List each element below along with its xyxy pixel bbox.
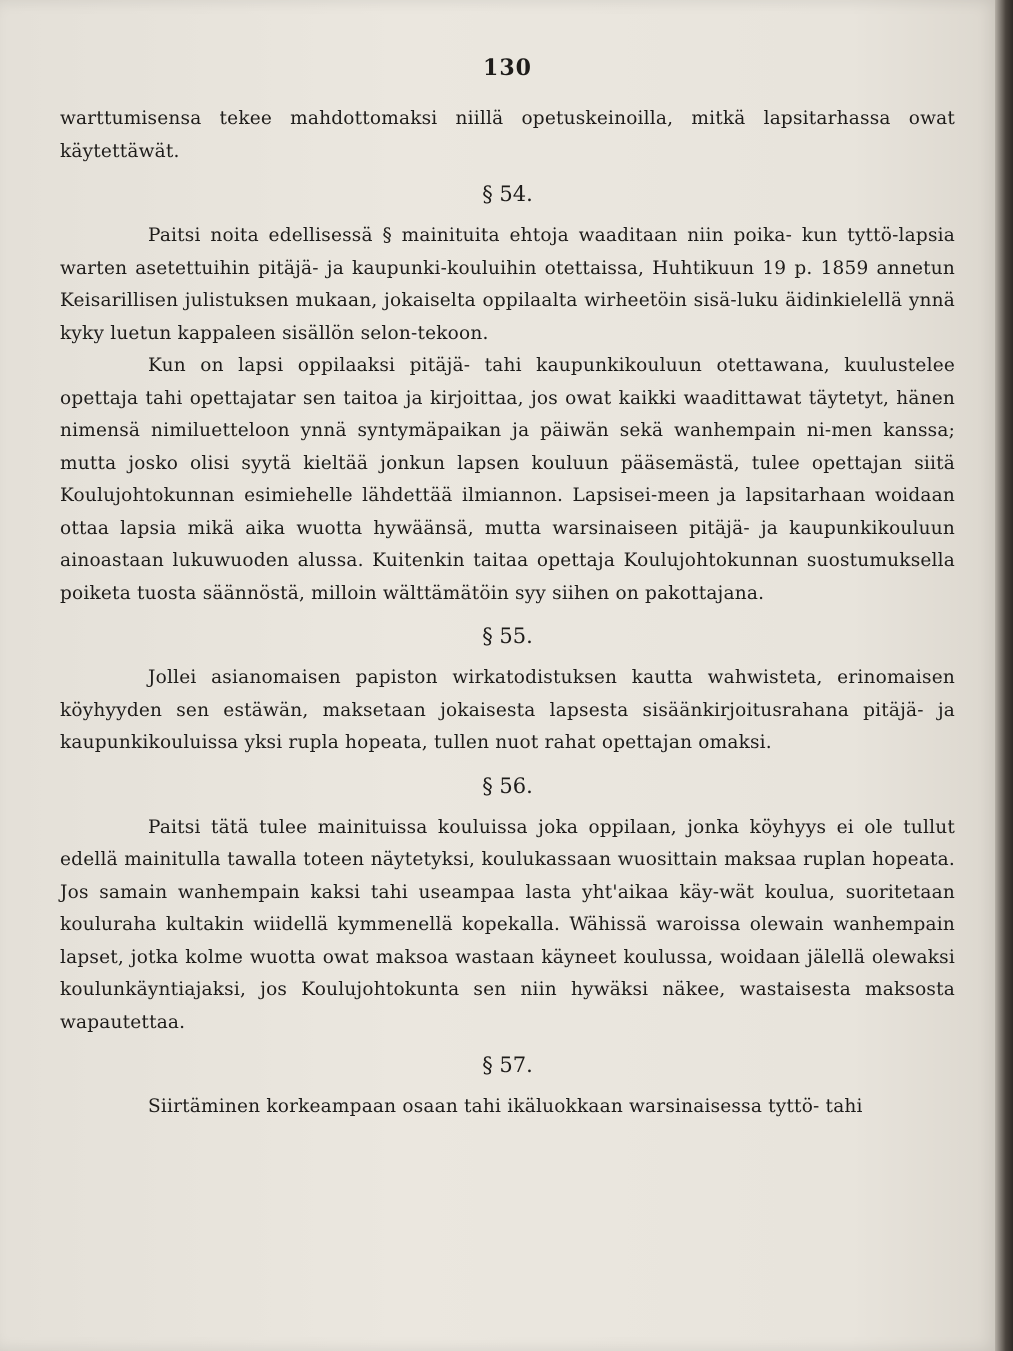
section-heading-57: § 57. [482, 1053, 533, 1077]
page-content [60, 55, 955, 1124]
paragraph-55: Jollei asianomaisen papiston wirkatodistuksen kautta wahwisteta, erinomaisen köyhyyden sen estäwän, maksetaan jokaisesta lapsesta sisäänkirjoitusrahana pitäjä- ja kaupunkikouluissa yksi rupla hopeata, tullen nuot rahat opettajan omaksi. [60, 667, 955, 753]
paragraph-54-b: Kun on lapsi oppilaaksi pitäjä- tahi kaupunkikouluun otettawana, kuulustelee opettaja tahi opettajatar sen taitoa ja kirjoittaa, jos owat kaikki waadittawat täytetyt, hänen nimensä nimiluetteloon ynnä syntymäpaikan ja päiwän sekä wanhempain ni-men kanssa; mutta josko olisi syytä kieltää jonkun lapsen kouluun pääsemästä, tulee opettajan siitä Koulujohtokunnan esimiehelle lähdettää ilmiannon. Lapsisei-meen ja lapsitarhaan woidaan ottaa lapsia mikä aika wuotta hywäänsä, mutta warsinaiseen pitäjä- ja kaupunkikouluun ainoastaan lukuwuoden alussa. Kuitenkin taitaa opettaja Koulujohtokunnan suostumuksella poiketa tuosta säännöstä, milloin wälttämätöin syy siihen on pakottajana. [60, 355, 955, 604]
paragraph-57: Siirtäminen korkeampaan osaan tahi ikäluokkaan warsinaisessa tyttö- tahi [148, 1096, 863, 1117]
section-heading-56: § 56. [482, 773, 533, 798]
paragraph-continuation: warttumisensa tekee mahdottomaksi niillä opetuskeinoilla, mitkä lapsitarhassa owat käytettäwät. [60, 108, 955, 162]
section-heading-55: § 55. [482, 624, 533, 648]
page-number: 130 [483, 55, 532, 81]
paragraph-54-a: Paitsi noita edellisessä § mainituita ehtoja waaditaan niin poika- kun tyttö-lapsia warten asetettuihin pitäjä- ja kaupunki-kouluihin otettaissa, Huhtikuun 19 p. 1859 annetun Keisarillisen julistuksen mukaan, jokaiselta oppilaalta wirheetöin sisä-luku äidinkielellä ynnä kyky luetun kappaleen sisällön selon-tekoon. [60, 225, 955, 344]
page-edge [995, 0, 1013, 1351]
paragraph-56: Paitsi tätä tulee mainituissa kouluissa joka oppilaan, jonka köyhyys ei ole tullut edellä mainitulla tawalla toteen näytetyksi, koulukassaan wuosittain maksaa ruplan hopeata. Jos samain wanhempain kaksi tahi useampaa lasta yht'aikaa käy-wät koulua, suoritetaan kouluraha kultakin wiidellä kymmenellä kopekalla. Wähissä waroissa olewain wanhempain lapset, jotka kolme wuotta owat maksoa wastaan käyneet koulussa, woidaan jälellä olewaksi koulunkäyntiajaksi, jos Koulujohtokunta sen niin hywäksi näkee, wastaisesta maksosta wapautettaa. [60, 816, 955, 1033]
section-heading-54: § 54. [482, 182, 533, 206]
